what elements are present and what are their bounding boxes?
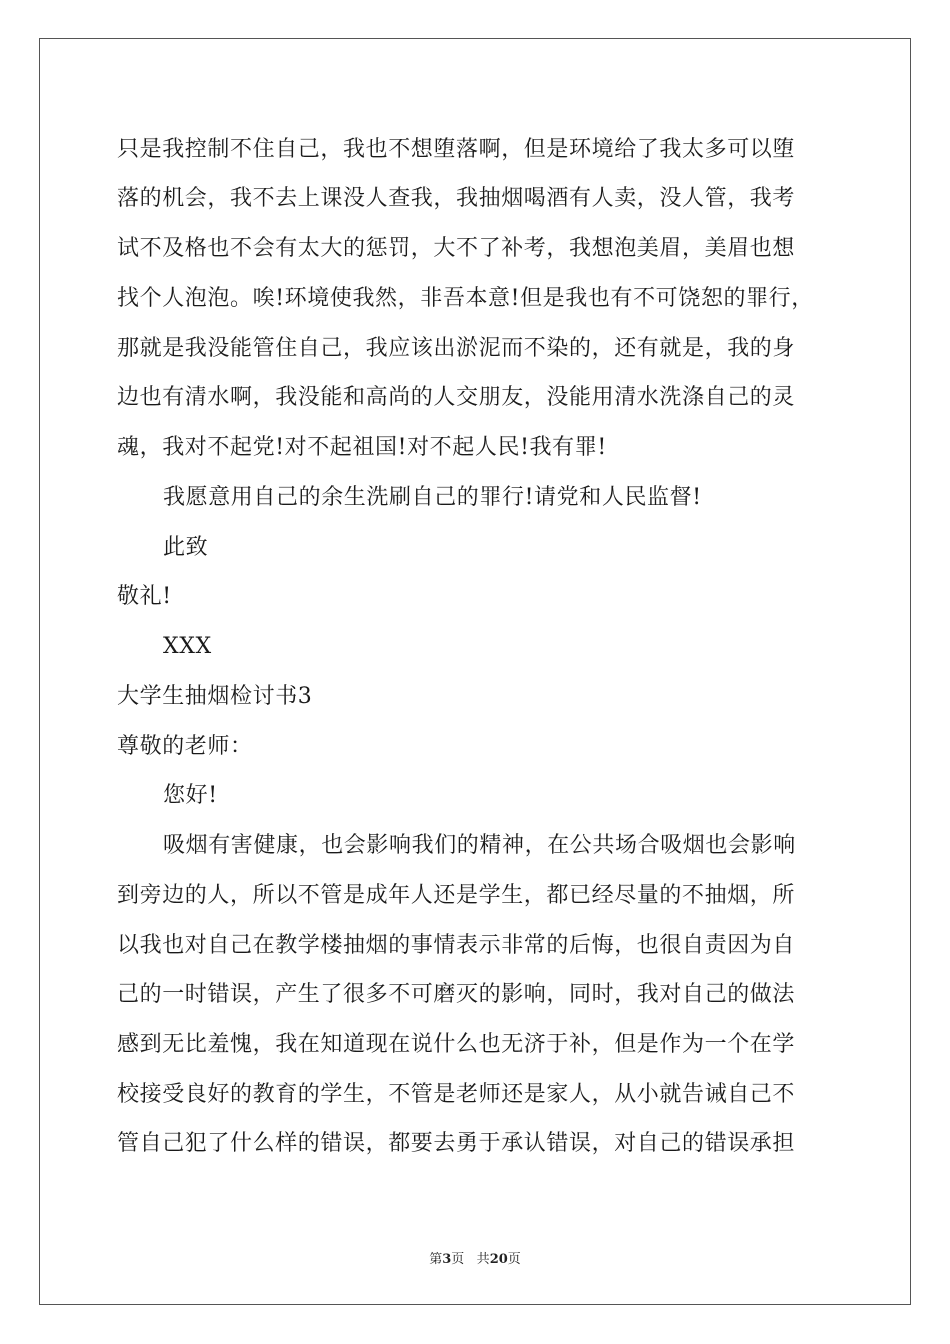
- text-line: 吸烟有害健康，也会影响我们的精神，在公共场合吸烟也会影响: [163, 833, 796, 858]
- signature: XXX: [163, 634, 212, 659]
- total-suffix: 页: [507, 1252, 521, 1267]
- page-footer: [0, 1248, 950, 1267]
- text-line: 己的一时错误，产生了很多不可磨灭的影响，同时，我对自己的做法: [117, 982, 796, 1007]
- text-line: 只是我控制不住自己，我也不想堕落啊，但是环境给了我太多可以堕: [117, 137, 796, 162]
- text-line: 校接受良好的教育的学生，不管是老师还是家人，从小就告诫自己不: [117, 1082, 796, 1107]
- text-line: 感到无比羞愧，我在知道现在说什么也无济于补，但是作为一个在学: [117, 1032, 796, 1057]
- text-line: 以我也对自己在教学楼抽烟的事情表示非常的后悔，也很自责因为自: [117, 933, 796, 958]
- text-line: 那就是我没能管住自己，我应该出淤泥而不染的，还有就是，我的身: [117, 336, 796, 361]
- text-line: 到旁边的人，所以不管是成年人还是学生，都已经尽量的不抽烟，所: [117, 883, 796, 908]
- total-prefix: 共: [476, 1252, 490, 1267]
- page-number: 3: [442, 1252, 452, 1267]
- total-pages: 20: [489, 1252, 508, 1267]
- closing-regards: 敬礼!: [117, 584, 172, 609]
- page-suffix: 页: [451, 1252, 465, 1267]
- text-line: 管自己犯了什么样的错误，都要去勇于承认错误，对自己的错误承担: [117, 1131, 796, 1156]
- greeting: 尊敬的老师：: [117, 734, 253, 759]
- page-prefix: 第: [429, 1252, 443, 1267]
- text-line: 落的机会，我不去上课没人查我，我抽烟喝酒有人卖，没人管，我考: [117, 186, 796, 211]
- text-line: 试不及格也不会有太大的惩罚，大不了补考，我想泡美眉，美眉也想: [117, 236, 796, 261]
- text-line: 我愿意用自己的余生洗刷自己的罪行!请党和人民监督!: [163, 485, 702, 510]
- text-line: 边也有清水啊，我没能和高尚的人交朋友，没能用清水洗涤自己的灵: [117, 385, 796, 410]
- closing-salutation: 此致: [163, 535, 209, 560]
- text-line: 魂，我对不起党!对不起祖国!对不起人民!我有罪!: [117, 435, 607, 460]
- greeting-hello: 您好!: [163, 783, 218, 808]
- text-line: 找个人泡泡。唉!环境使我然，非吾本意!但是我也有不可饶恕的罪行，: [117, 286, 814, 311]
- section-title: 大学生抽烟检讨书3: [117, 684, 313, 709]
- page-border: [39, 38, 911, 1305]
